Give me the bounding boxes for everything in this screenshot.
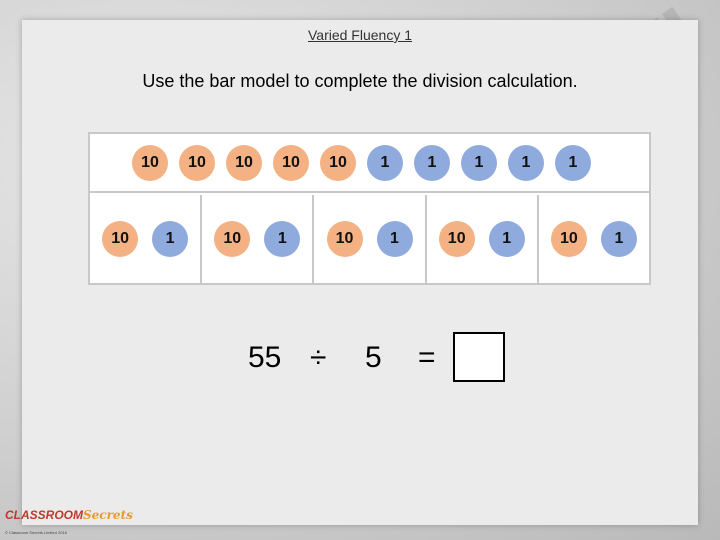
slide-subtitle: Varied Fluency 1 (307, 27, 412, 43)
ten-counter: 10 (214, 221, 250, 257)
division-sign: ÷ (310, 341, 327, 374)
logo-part-2: Secrets (83, 508, 133, 522)
answer-box[interactable] (453, 332, 505, 382)
classroom-secrets-logo (5, 508, 133, 522)
bar-model-part (90, 195, 200, 283)
ten-counter: 10 (179, 145, 215, 181)
ten-counter: 10 (102, 221, 138, 257)
instruction-text: Use the bar model to complete the division calculation. (142, 71, 578, 91)
bar-model-part (537, 195, 649, 283)
ten-counter: 10 (273, 145, 309, 181)
bar-model-part (425, 195, 537, 283)
equals-sign: = (418, 341, 436, 374)
ten-counter: 10 (439, 221, 475, 257)
bar-model-part (200, 195, 312, 283)
one-counter: 1 (367, 145, 403, 181)
ten-counter: 10 (132, 145, 168, 181)
one-counter: 1 (264, 221, 300, 257)
bar-model-whole (90, 134, 649, 193)
one-counter: 1 (555, 145, 591, 181)
bar-model-parts (90, 195, 649, 283)
one-counter: 1 (489, 221, 525, 257)
one-counter: 1 (461, 145, 497, 181)
ten-counter: 10 (226, 145, 262, 181)
one-counter: 1 (152, 221, 188, 257)
one-counter: 1 (377, 221, 413, 257)
ten-counter: 10 (551, 221, 587, 257)
logo-part-1: CLASSROOM (5, 508, 83, 522)
bar-model-part (312, 195, 424, 283)
ten-counter: 10 (320, 145, 356, 181)
one-counter: 1 (601, 221, 637, 257)
one-counter: 1 (508, 145, 544, 181)
copyright-text: © Classroom Secrets Limited 2018 (5, 530, 67, 535)
ten-counter: 10 (327, 221, 363, 257)
one-counter: 1 (414, 145, 450, 181)
divisor: 5 (365, 341, 382, 374)
dividend: 55 (248, 341, 282, 374)
bar-model (88, 132, 651, 285)
